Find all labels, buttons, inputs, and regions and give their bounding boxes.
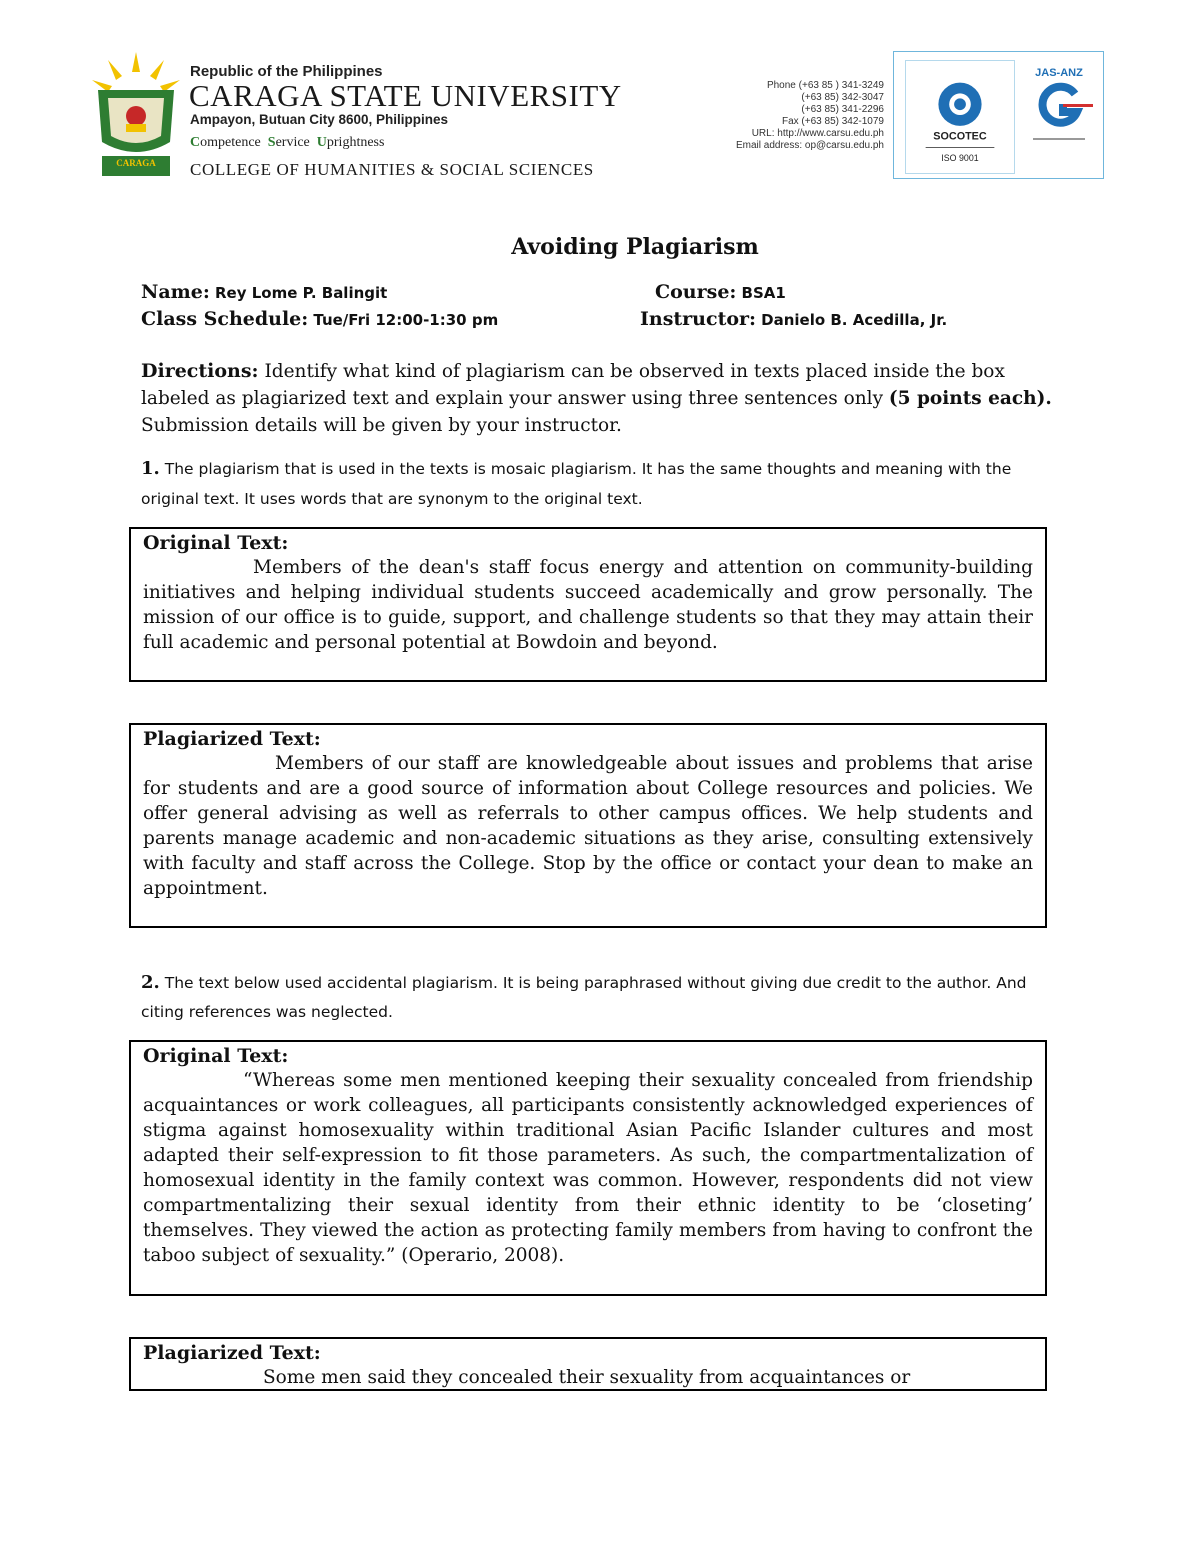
jas-anz-logo <box>1019 60 1099 174</box>
q2-answer: 2. The text below used accidental plagiarism. It is being paraphrased without giving due credit to the author. And citing references was neglected. <box>141 972 1027 1021</box>
q2-plagiarized-box <box>129 1337 1047 1391</box>
contact-info: Phone (+63 85 ) 341-3249 (+63 85) 342-3047 (+63 85) 341-2296 Fax (+63 85) 342-1079 URL: http://www.carsu.edu.ph Email address: op@carsu.edu.ph <box>735 80 884 151</box>
logo-text: CARAGA <box>116 158 156 168</box>
directions: Directions: Identify what kind of plagiarism can be observed in texts placed inside the box labeled as plagiarized text and explain your answer using three sentences only (5 points each). Submission details will be given by your instructor. <box>141 360 1052 436</box>
directions-label: Directions: <box>141 360 259 382</box>
q2-original-box <box>129 1040 1047 1296</box>
q2-number: 2. <box>141 972 160 993</box>
republic-label: Republic of the Philippines <box>190 63 383 80</box>
socotec-logo <box>905 60 1015 174</box>
schedule-field <box>141 308 498 330</box>
course-label: Course: <box>655 281 737 303</box>
socotec-label: SOCOTEC <box>933 130 987 143</box>
sun-rays <box>92 52 180 92</box>
q2-plagiarized-label: Plagiarized Text: <box>143 1342 321 1364</box>
page-title: Avoiding Plagiarism <box>511 234 759 260</box>
q1-number: 1. <box>141 458 160 479</box>
q1-answer: 1. The plagiarism that is used in the texts is mosaic plagiarism. It has the same thoughts and meaning with the original text. It uses words that are synonym to the original text. <box>141 458 1012 508</box>
name-label: Name: <box>141 281 210 303</box>
q2-original-label: Original Text: <box>143 1045 289 1067</box>
q1-original-box <box>129 527 1047 682</box>
q1-original-text: Members of the dean's staff focus energy and attention on community-building initiatives and helping individual students succeed academically and grow personally. The mission of our office is to guide, support, and challenge students so that they may attain their full academic and personal potential at Bowdoin and beyond. <box>143 557 1033 653</box>
q1-plagiarized-text: Members of our staff are knowledgeable about issues and problems that arise for students and are a good source of information about College resources and policies. We offer general advising as well as referrals to other campus offices. We help students and parents manage academic and non-academic situations as they arise, consulting extensively with faculty and staff across the College. Stop by the office or contact your dean to make an appointment. <box>143 753 1033 899</box>
university-motto: Competence Service Uprightness <box>190 135 385 150</box>
schedule-value: Tue/Fri 12:00-1:30 pm <box>313 311 499 329</box>
q1-plagiarized-box <box>129 723 1047 928</box>
q2-original-text: “Whereas some men mentioned keeping their sexuality concealed from friendship acquaintances or work colleagues, all participants consistently acknowledged experiences of stigma against homosexuality within traditional Asian Pacific Islander cultures and most adapted their self-expression to fit those parameters. As such, the compartmentalization of homosexual identity in the family context was common. However, respondents did not view compartmentalizing their sexual identity from their ethnic identity to be ‘closeting’ themselves. They viewed the action as protecting family members from having to confront the taboo subject of sexuality.” (Operario, 2008). <box>143 1070 1033 1266</box>
instructor-field <box>640 308 947 330</box>
university-logo <box>88 50 184 180</box>
college-name: COLLEGE OF HUMANITIES & SOCIAL SCIENCES <box>190 160 594 179</box>
university-name: CARAGA STATE UNIVERSITY <box>189 78 622 113</box>
iso-label: ISO 9001 <box>941 153 979 164</box>
course-value: BSA1 <box>741 284 786 302</box>
q1-plagiarized-label: Plagiarized Text: <box>143 728 321 750</box>
schedule-label: Class Schedule: <box>141 308 309 330</box>
q2-plagiarized-text: Some men said they concealed their sexuality from acquaintances or <box>263 1367 911 1388</box>
course-field <box>655 281 786 303</box>
name-field <box>141 281 387 303</box>
name-value: Rey Lome P. Balingit <box>214 284 388 302</box>
instructor-value: Danielo B. Acedilla, Jr. <box>761 311 948 329</box>
university-address: Ampayon, Butuan City 8600, Philippines <box>190 112 449 127</box>
q1-original-label: Original Text: <box>143 532 289 554</box>
jas-anz-label: JAS-ANZ <box>1035 67 1083 79</box>
instructor-label: Instructor: <box>640 308 757 330</box>
